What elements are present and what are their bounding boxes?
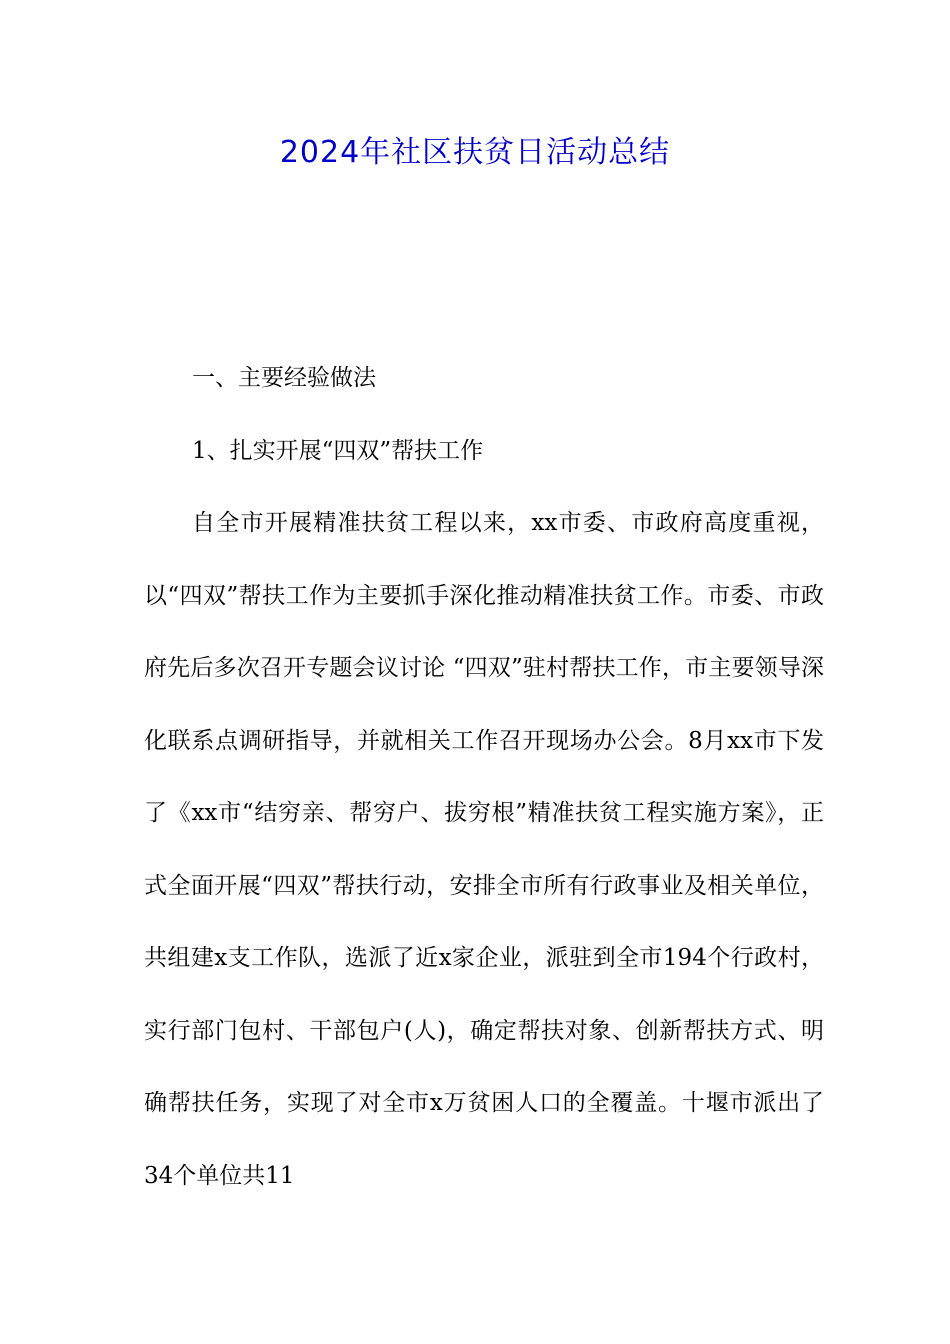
subsection-heading: 1、扎实开展“四双”帮扶工作	[192, 437, 484, 464]
section-heading: 一、主要经验做法	[192, 365, 376, 391]
document-title: 2024年社区扶贫日活动总结	[279, 135, 671, 170]
document-body	[144, 342, 824, 1212]
body-paragraph: 自全市开展精准扶贫工程以来，xx市委、市政府高度重视，以“四双”帮扶工作为主要抓手深化推动精准扶贫工作。市委、市政府先后多次召开专题会议讨论 “四双”驻村帮扶工作，市主要领导深化联系点调研指导，并就相关工作召开现场办公会。8月xx市下发了《xx市“结穷亲、帮穷户、拔穷根”精准扶贫工程实施方案》，正式全面开展“四双”帮扶行动，安排全市所有行政事业及相关单位，共组建x支工作队，选派了近x家企业，派驻到全市194个行政村，实行部门包村、干部包户(人)，确定帮扶对象、创新帮扶方式、明确帮扶任务，实现了对全市x万贫困人口的全覆盖。十堰市派出了34个单位共11	[144, 510, 824, 1189]
